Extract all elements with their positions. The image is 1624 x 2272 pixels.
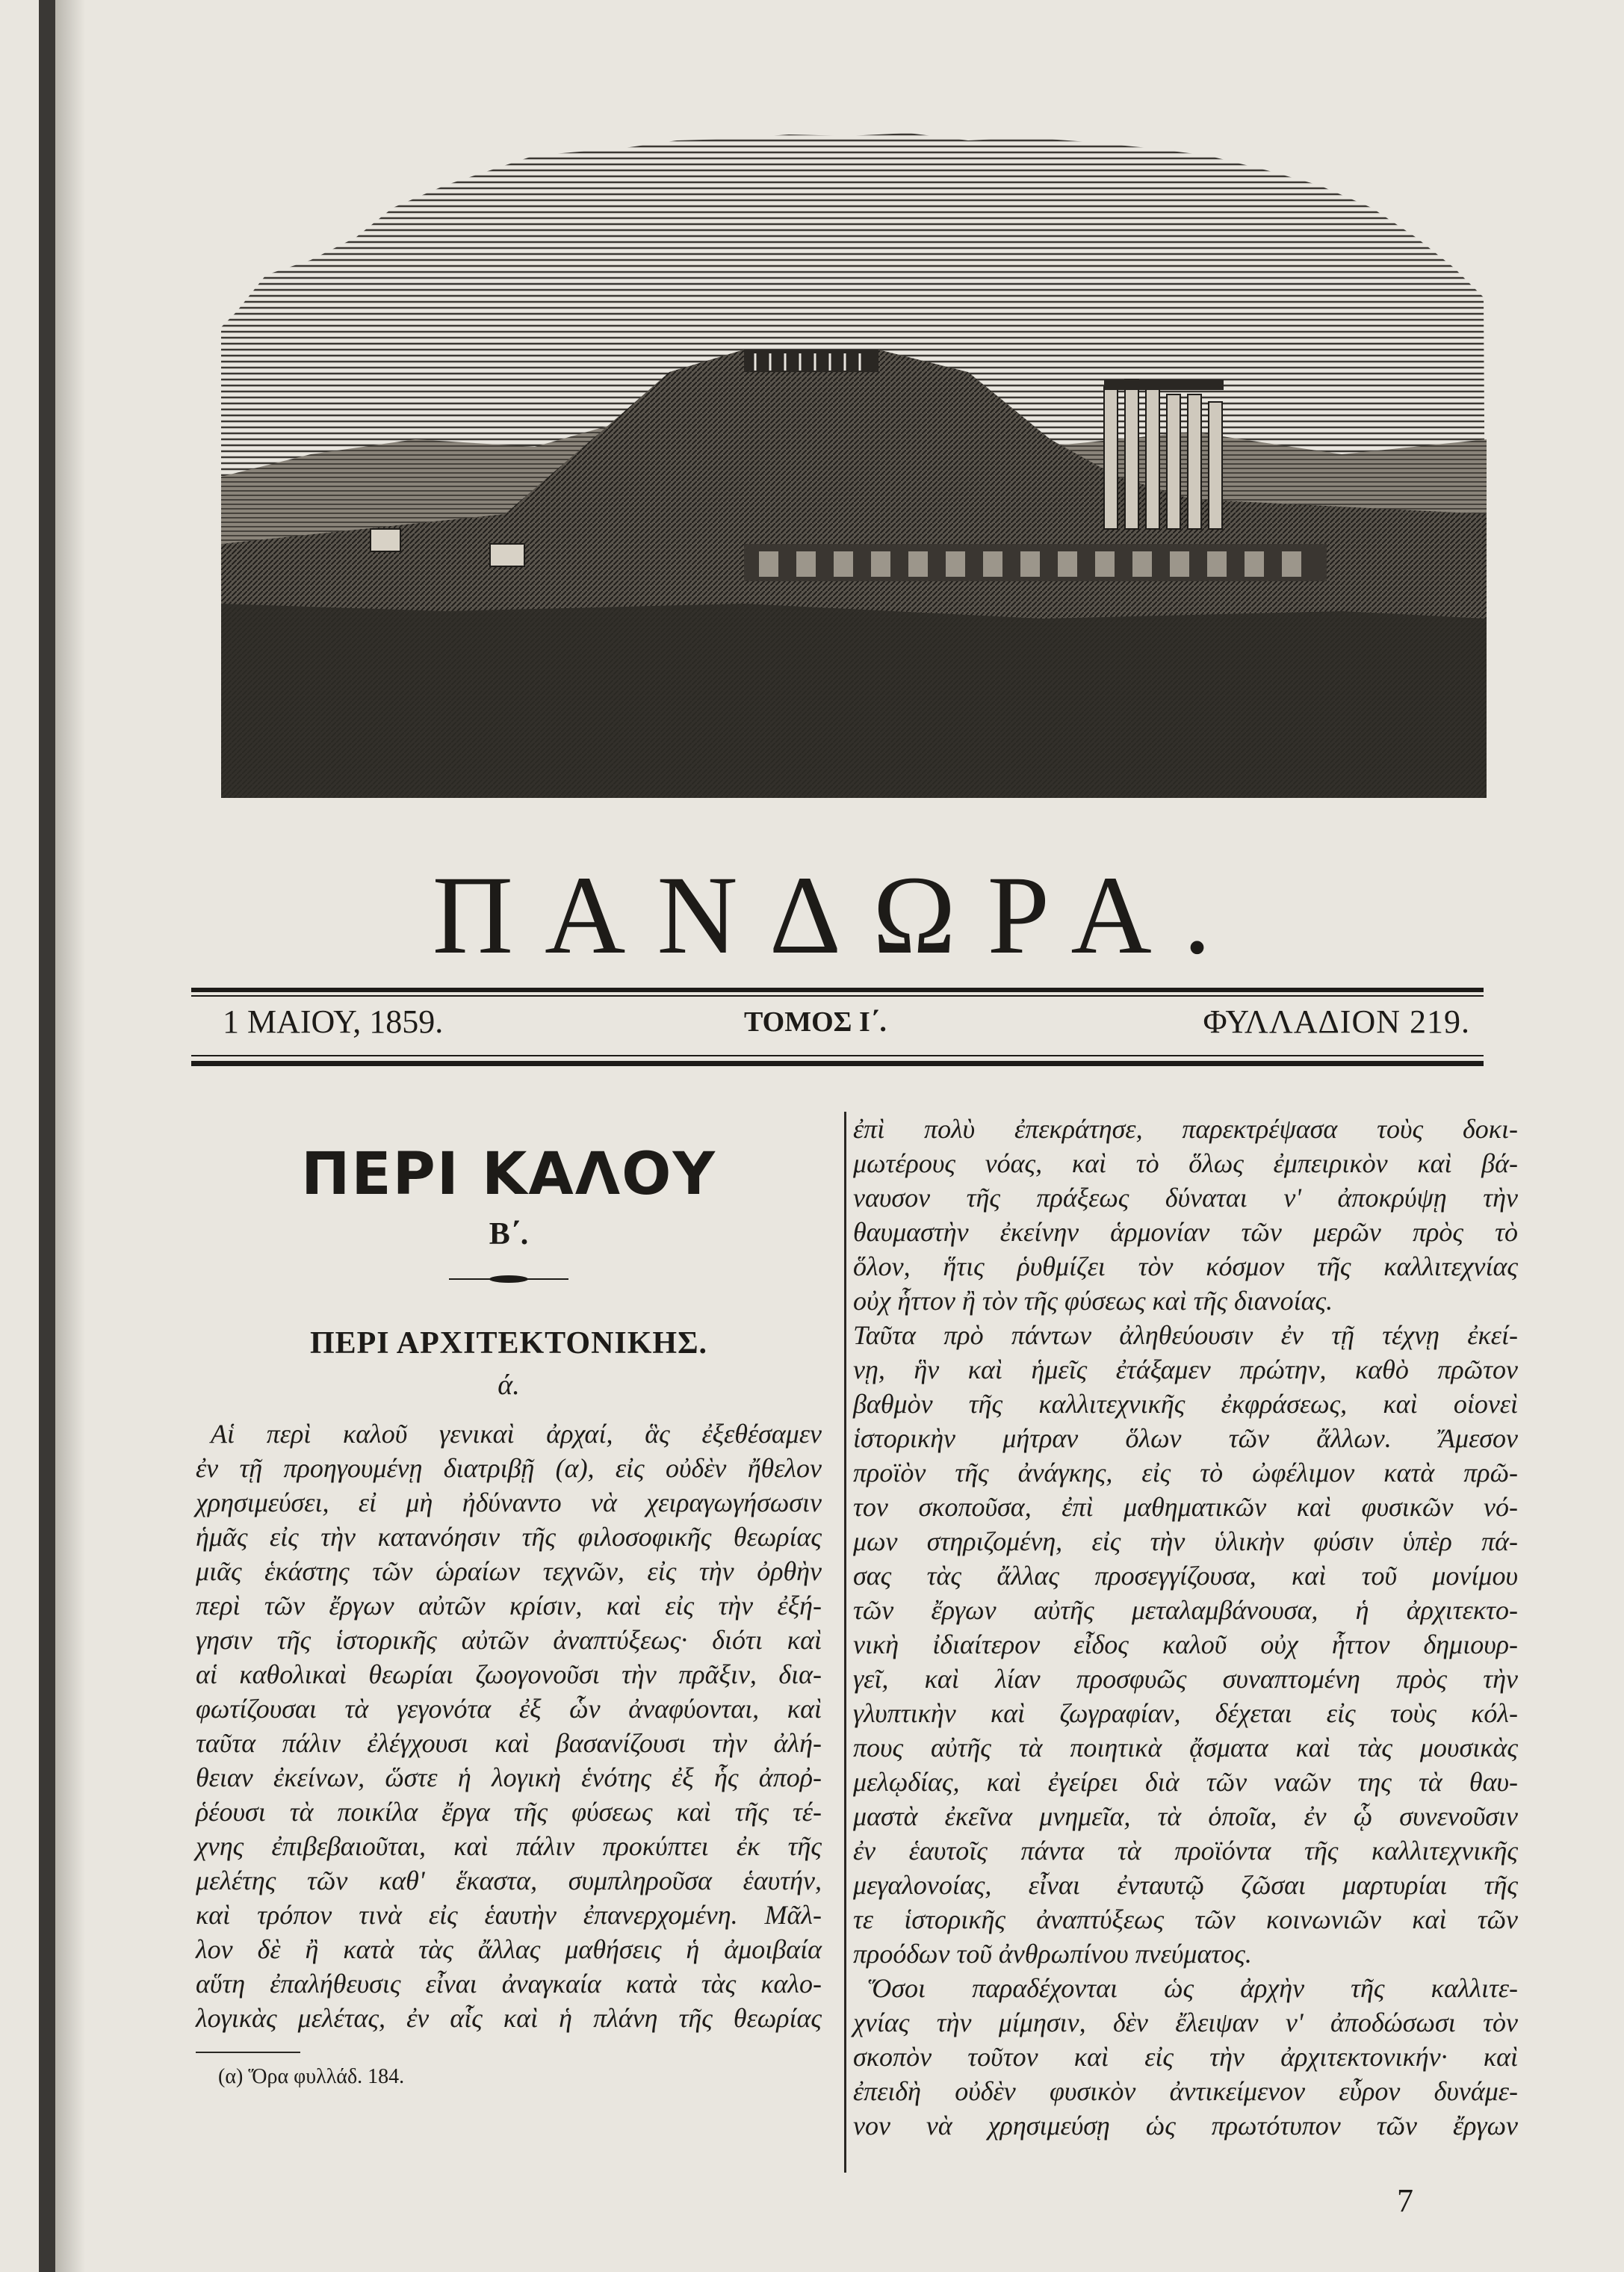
book-binding-edge [39,0,55,2272]
acropolis-engraving [221,126,1487,798]
footnote-rule [196,2052,300,2053]
text-line: ἐπὶ πολὺ ἐπεκράτησε, παρεκτρέψασα τοὺς δοκι- [853,1114,1518,1144]
masthead-title: ΠΑΝΔΩΡΑ. [432,853,1243,977]
text-line: μων στηριζομένη, εἰς τὴν ὑλικὴν φύσιν ὑπὲρ πά- [853,1526,1518,1556]
article-part: Β΄. [489,1216,529,1251]
text-line: σκοπὸν τοῦτον καὶ εἰς τὴν ἀρχιτεκτονικήν· καὶ [853,2042,1518,2072]
text-line: οὐχ ἧττον ἢ τὸν τῆς φύσεως καὶ τῆς διανοίας. [853,1286,1333,1316]
section-title: ΠΕΡΙ ΑΡΧΙΤΕΚΤΟΝΙΚΗΣ. [309,1325,708,1361]
ornament-rule-icon [449,1272,568,1287]
text-line: γλυπτικὴν καὶ ζωγραφίαν, δέχεται εἰς τοὺς κόλ- [853,1698,1518,1728]
text-line: βαθμὸν τῆς καλλιτεχνικῆς ἐκφράσεως, καὶ οἱονεὶ [853,1389,1518,1419]
text-line: μελέτης τῶν καθ' ἕκαστα, συμπληροῦσα ἑαυτήν, [196,1865,822,1895]
dateline-rule-bottom [191,1061,1484,1066]
text-line: ἐν ἑαυτοῖς πάντα τὰ προϊόντα τῆς καλλιτεχνικῆς [853,1836,1518,1866]
text-line: προϊὸν τῆς ἀνάγκης, εἰς τὸ ὠφέλιμον κατὰ πρῶ- [853,1458,1518,1488]
text-line: χρησιμεύσει, εἰ μὴ ἠδύναντο νὰ χειραγωγήσωσιν [196,1487,822,1517]
text-line: περὶ τῶν ἔργων αὐτῶν κρίσιν, καὶ εἰς τὴν ἐξή- [196,1590,822,1621]
text-line: νῃ, ἣν καὶ ἡμεῖς ἐτάξαμεν πρώτην, καθὸ πρῶτον [853,1355,1518,1384]
text-line: ταῦτα πάλιν ἐλέγχουσι καὶ βασανίζουσι τὴν ἀλή- [196,1727,822,1758]
text-line: προόδων τοῦ ἀνθρωπίνου πνεύματος. [853,1939,1252,1969]
masthead-rule-top [191,988,1484,992]
text-line: μελῳδίας, καὶ ἐγείρει διὰ τῶν ναῶν της τὰ θαυ- [853,1767,1518,1797]
text-line: τον σκοποῦσα, ἐπὶ μαθηματικῶν καὶ φυσικῶν νό- [853,1492,1518,1522]
footnote: (α) Ὅρα φυλλάδ. 184. [218,2064,405,2088]
dateline-rule-thin [191,1055,1484,1056]
text-line: νικὴ ἰδιαίτερον εἶδος καλοῦ οὐχ ἧττον δημιουρ- [853,1629,1518,1659]
text-line: γησιν τῆς ἱστορικῆς αὐτῶν ἀναπτύξεως· διότι καὶ [196,1624,822,1655]
text-line: ἱστορικὴν μήτραν ὅλων τῶν ἄλλων. Ἄμεσον [853,1423,1518,1453]
left-column-text [196,1417,822,2035]
left-column [196,1121,822,2089]
text-line: μεγαλονοίας, εἶναι ἐνταυτῷ ζῶσαι μαρτυρίαι τῆς [853,1870,1518,1900]
text-line: σας τὰς ἄλλας προσεγγίζουσα, καὶ τοῦ μονίμου [853,1561,1518,1591]
text-line: θειαν ἐκείνων, ὥστε ἡ λογικὴ ἑνότης ἐξ ἧς ἀποῤ- [196,1762,822,1792]
text-line: θαυμαστὴν ἐκείνην ἁρμονίαν τῶν μερῶν πρὸς τὸ [853,1217,1518,1247]
text-line: γεῖ, καὶ λίαν προσφυῶς συναπτομένη πρὸς τὴν [853,1664,1518,1694]
text-line: ναυσον τῆς πράξεως δύναται ν' ἀποκρύψῃ τὴν [853,1183,1518,1213]
text-line: ἡμᾶς εἰς τὴν κατανόησιν τῆς φιλοσοφικῆς θεωρίας [196,1521,822,1552]
text-line: ῥέουσι τὰ ποικίλα ἔργα τῆς φύσεως καὶ τῆς τέ- [196,1796,822,1827]
issue-date: 1 ΜΑΙΟΥ, 1859. [223,1003,444,1040]
masthead-rule-top-thin [191,995,1484,997]
text-line: χνίας τὴν μίμησιν, δὲν ἔλειψαν ν' ἀποδώσωσι τὸν [853,2008,1518,2037]
text-line: αὕτη ἐπαλήθευσις εἶναι ἀναγκαία κατὰ τὰς καλο- [196,1968,822,1999]
text-line: ἐπειδὴ οὐδὲν φυσικὸν ἀντικείμενον εὗρον δυνάμε- [853,2076,1518,2106]
right-column [853,1112,1518,2143]
text-line: Αἱ περὶ καλοῦ γενικαὶ ἀρχαί, ἃς ἐξεθέσαμεν [211,1418,822,1449]
text-line: μαστὰ ἐκεῖνα μνημεῖα, τὰ ὁποῖα, ἐν ᾧ συνενοῦσιν [853,1801,1518,1831]
text-line: μιᾶς ἑκάστης τῶν ὡραίων τεχνῶν, εἰς τὴν ὀρθὴν [196,1556,822,1586]
issue-number: ΦΥΛΛΑΔΙΟΝ 219. [1203,1003,1470,1040]
text-line: φωτίζουσαι τὰ γεγονότα ἐξ ὧν ἀναφύονται, καὶ [196,1693,822,1724]
text-line: λογικὰς μελέτας, ἐν αἷς καὶ ἡ πλάνη τῆς θεωρίας [196,2002,822,2033]
text-line: χνης ἐπιβεβαιοῦται, καὶ πάλιν προκύπτει ἐκ τῆς [196,1830,822,1861]
text-line: πους αὐτῆς τὰ ποιητικὰ ᾄσματα καὶ τὰς μουσικὰς [853,1733,1518,1762]
text-line: λον δὲ ἢ κατὰ τὰς ἄλλας μαθήσεις ἡ ἀμοιβαία [196,1934,822,1964]
volume-label: ΤΟΜΟΣ Ι΄. [744,1006,887,1038]
article-title: ΠΕΡΙ ΚΑΛΟΥ [301,1141,716,1208]
text-line: μωτέρους νόας, καὶ τὸ ὅλως ἐμπειρικὸν καὶ βά- [853,1148,1518,1178]
page-gutter-shadow [55,0,85,2272]
text-line: καὶ τρόπον τινὰ εἰς ἑαυτὴν ἐπανερχομένη. Μᾶλ- [196,1899,822,1930]
text-line: Ταῦτα πρὸ πάντων ἀληθεύουσιν ἐν τῇ τέχνῃ ἐκεί- [853,1320,1518,1350]
column-divider [844,1112,846,2173]
text-line: τε ἱστορικῆς ἀναπτύξεως τῶν κοινωνιῶν καὶ τῶν [853,1904,1518,1934]
text-line: ὅλον, ἥτις ῥυθμίζει τὸν κόσμον τῆς καλλιτεχνίας [853,1251,1518,1281]
text-line: Ὅσοι παραδέχονται ὡς ἀρχὴν τῆς καλλιτε- [868,1973,1518,2003]
section-number: ά. [498,1369,520,1401]
page-number: 7 [1397,2182,1413,2219]
text-line: ἐν τῇ προηγουμένῃ διατριβῇ (α), εἰς οὐδὲν ἤθελον [196,1452,822,1483]
text-line: τῶν ἔργων αὐτῆς μεταλαμβάνουσα, ἡ ἀρχιτεκτο- [853,1595,1518,1625]
dateline [191,1003,1484,1044]
text-line: αἱ καθολικαὶ θεωρίαι ζωογονοῦσι τὴν πρᾶξιν, δια- [196,1659,822,1689]
text-line: νον νὰ χρησιμεύσῃ ὡς πρωτότυπον τῶν ἔργων [853,2111,1518,2141]
